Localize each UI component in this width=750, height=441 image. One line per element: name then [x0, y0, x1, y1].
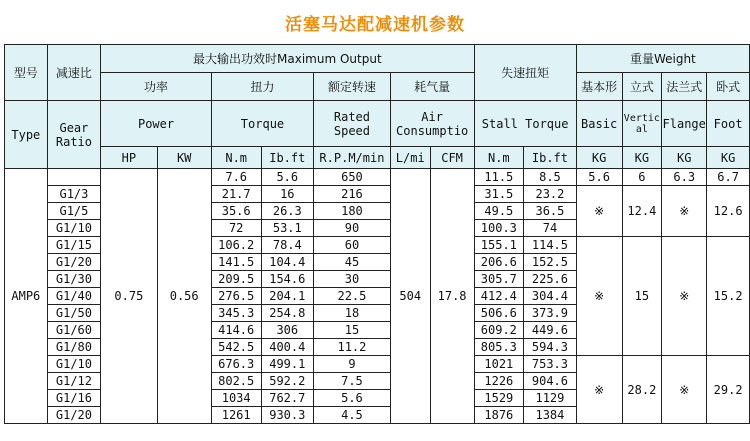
- unit-kg-foot: KG: [707, 147, 750, 169]
- weight-basic-cell: ※: [576, 237, 622, 356]
- stall-nm-cell: 1226: [474, 373, 524, 390]
- stall-nm-cell: 506.6: [474, 305, 524, 322]
- torque-lbft-cell: 26.3: [261, 203, 314, 220]
- stall-lbft-cell: 36.5: [524, 203, 577, 220]
- torque-nm-cell: 802.5: [211, 373, 261, 390]
- speed-rpm-cell: 11.2: [314, 339, 391, 356]
- unit-stall-lbft: Ib.ft: [524, 147, 577, 169]
- header-stall-en: Stall Torque: [474, 101, 576, 147]
- torque-nm-cell: 141.5: [211, 254, 261, 271]
- torque-nm-cell: 345.3: [211, 305, 261, 322]
- weight-flange-cell: ※: [662, 356, 707, 424]
- ratio-cell: G1/16: [47, 390, 101, 407]
- power-kw-cell: 0.56: [157, 169, 211, 424]
- header-flange-cn: 法兰式: [662, 73, 707, 101]
- speed-rpm-cell: 7.5: [314, 373, 391, 390]
- header-power-en: Power: [101, 101, 212, 147]
- header-weight: 重量Weight: [576, 45, 749, 73]
- unit-stall-nm: N.m: [474, 147, 524, 169]
- speed-rpm-cell: 90: [314, 220, 391, 237]
- stall-nm-cell: 100.3: [474, 220, 524, 237]
- unit-kg-basic: KG: [576, 147, 622, 169]
- speed-rpm-cell: 22.5: [314, 288, 391, 305]
- weight-basic-cell: 5.6: [576, 169, 622, 186]
- torque-nm-cell: 414.6: [211, 322, 261, 339]
- ratio-cell: G1/40: [47, 288, 101, 305]
- unit-nm: N.m: [211, 147, 261, 169]
- stall-lbft-cell: 449.6: [524, 322, 577, 339]
- stall-lbft-cell: 74: [524, 220, 577, 237]
- unit-kg-vertical: KG: [622, 147, 662, 169]
- stall-nm-cell: 11.5: [474, 169, 524, 186]
- ratio-cell: G1/3: [47, 186, 101, 203]
- header-foot-cn: 卧式: [707, 73, 750, 101]
- ratio-cell: G1/30: [47, 271, 101, 288]
- speed-rpm-cell: 5.6: [314, 390, 391, 407]
- stall-nm-cell: 49.5: [474, 203, 524, 220]
- unit-kg-flange: KG: [662, 147, 707, 169]
- torque-lbft-cell: 53.1: [261, 220, 314, 237]
- ratio-cell: G1/20: [47, 254, 101, 271]
- power-hp-cell: 0.75: [101, 169, 157, 424]
- header-basic-cn: 基本形: [576, 73, 622, 101]
- torque-lbft-cell: 930.3: [261, 407, 314, 424]
- header-basic-en: Basic: [576, 101, 622, 147]
- torque-lbft-cell: 5.6: [261, 169, 314, 186]
- torque-nm-cell: 7.6: [211, 169, 261, 186]
- model-cell: AMP6: [5, 169, 48, 424]
- weight-vertical-cell: 15: [622, 237, 662, 356]
- unit-kw: KW: [157, 147, 211, 169]
- weight-flange-cell: ※: [662, 237, 707, 356]
- ratio-cell: G1/10: [47, 356, 101, 373]
- air-cfm-cell: 17.8: [430, 169, 474, 424]
- stall-nm-cell: 1021: [474, 356, 524, 373]
- weight-foot-cell: 12.6: [707, 186, 750, 237]
- weight-basic-cell: ※: [576, 186, 622, 237]
- unit-hp: HP: [101, 147, 157, 169]
- unit-rpm: R.P.M/min: [314, 147, 391, 169]
- torque-lbft-cell: 400.4: [261, 339, 314, 356]
- speed-rpm-cell: 4.5: [314, 407, 391, 424]
- unit-cfm: CFM: [430, 147, 474, 169]
- header-ratio-cn: 减速比: [47, 45, 101, 101]
- ratio-cell: G1/5: [47, 203, 101, 220]
- weight-foot-cell: 15.2: [707, 237, 750, 356]
- stall-lbft-cell: 594.3: [524, 339, 577, 356]
- stall-lbft-cell: 225.6: [524, 271, 577, 288]
- torque-nm-cell: 676.3: [211, 356, 261, 373]
- torque-lbft-cell: 499.1: [261, 356, 314, 373]
- header-model-en: Type: [5, 101, 48, 169]
- header-flange-en: Flange: [662, 101, 707, 147]
- speed-rpm-cell: 15: [314, 322, 391, 339]
- header-speed-en: Rated Speed: [314, 101, 391, 147]
- header-torque-en: Torque: [211, 101, 313, 147]
- stall-nm-cell: 1529: [474, 390, 524, 407]
- stall-nm-cell: 206.6: [474, 254, 524, 271]
- stall-nm-cell: 305.7: [474, 271, 524, 288]
- torque-lbft-cell: 104.4: [261, 254, 314, 271]
- header-ratio-en: Gear Ratio: [47, 101, 101, 169]
- stall-lbft-cell: 373.9: [524, 305, 577, 322]
- speed-rpm-cell: 45: [314, 254, 391, 271]
- torque-nm-cell: 1261: [211, 407, 261, 424]
- page-title: 活塞马达配减速机参数: [285, 15, 465, 35]
- speed-rpm-cell: 60: [314, 237, 391, 254]
- weight-flange-cell: ※: [662, 186, 707, 237]
- ratio-cell: G1/12: [47, 373, 101, 390]
- stall-nm-cell: 609.2: [474, 322, 524, 339]
- stall-lbft-cell: 8.5: [524, 169, 577, 186]
- ratio-cell: G1/10: [47, 220, 101, 237]
- stall-lbft-cell: 152.5: [524, 254, 577, 271]
- weight-vertical-cell: 6: [622, 169, 662, 186]
- stall-nm-cell: 805.3: [474, 339, 524, 356]
- header-power-cn: 功率: [101, 73, 212, 101]
- header-speed-cn: 额定转速: [314, 73, 391, 101]
- torque-lbft-cell: 78.4: [261, 237, 314, 254]
- speed-rpm-cell: 18: [314, 305, 391, 322]
- speed-rpm-cell: 9: [314, 356, 391, 373]
- header-air-cn: 耗气量: [390, 73, 474, 101]
- header-vertical-cn: 立式: [622, 73, 662, 101]
- unit-lbft: Ib.ft: [261, 147, 314, 169]
- torque-nm-cell: 276.5: [211, 288, 261, 305]
- header-max-output: 最大输出功效时Maximum Output: [101, 45, 474, 73]
- spec-table: [4, 44, 750, 424]
- header-air-en: Air Consumptio: [390, 101, 474, 147]
- weight-foot-cell: 6.7: [707, 169, 750, 186]
- torque-nm-cell: 1034: [211, 390, 261, 407]
- ratio-cell: [47, 169, 101, 186]
- speed-rpm-cell: 216: [314, 186, 391, 203]
- header-vertical-en: Vertical: [622, 101, 662, 147]
- speed-rpm-cell: 650: [314, 169, 391, 186]
- stall-lbft-cell: 753.3: [524, 356, 577, 373]
- header-torque-cn: 扭力: [211, 73, 313, 101]
- stall-lbft-cell: 23.2: [524, 186, 577, 203]
- ratio-cell: G1/50: [47, 305, 101, 322]
- weight-foot-cell: 29.2: [707, 356, 750, 424]
- torque-lbft-cell: 762.7: [261, 390, 314, 407]
- ratio-cell: G1/60: [47, 322, 101, 339]
- weight-flange-cell: 6.3: [662, 169, 707, 186]
- weight-basic-cell: ※: [576, 356, 622, 424]
- torque-nm-cell: 35.6: [211, 203, 261, 220]
- stall-nm-cell: 31.5: [474, 186, 524, 203]
- torque-nm-cell: 209.5: [211, 271, 261, 288]
- weight-vertical-cell: 28.2: [622, 356, 662, 424]
- header-foot-en: Foot: [707, 101, 750, 147]
- stall-lbft-cell: 1384: [524, 407, 577, 424]
- torque-nm-cell: 106.2: [211, 237, 261, 254]
- torque-lbft-cell: 306: [261, 322, 314, 339]
- unit-lmin: L/mi: [390, 147, 430, 169]
- torque-nm-cell: 72: [211, 220, 261, 237]
- header-model-cn: 型号: [5, 45, 48, 101]
- header-stall-cn: 失速扭矩: [474, 45, 576, 101]
- speed-rpm-cell: 30: [314, 271, 391, 288]
- ratio-cell: G1/80: [47, 339, 101, 356]
- stall-lbft-cell: 1129: [524, 390, 577, 407]
- stall-nm-cell: 1876: [474, 407, 524, 424]
- torque-lbft-cell: 16: [261, 186, 314, 203]
- weight-vertical-cell: 12.4: [622, 186, 662, 237]
- stall-lbft-cell: 114.5: [524, 237, 577, 254]
- ratio-cell: G1/15: [47, 237, 101, 254]
- stall-lbft-cell: 304.4: [524, 288, 577, 305]
- ratio-cell: G1/20: [47, 407, 101, 424]
- torque-lbft-cell: 204.1: [261, 288, 314, 305]
- torque-lbft-cell: 254.8: [261, 305, 314, 322]
- stall-lbft-cell: 904.6: [524, 373, 577, 390]
- stall-nm-cell: 155.1: [474, 237, 524, 254]
- stall-nm-cell: 412.4: [474, 288, 524, 305]
- torque-nm-cell: 21.7: [211, 186, 261, 203]
- torque-lbft-cell: 154.6: [261, 271, 314, 288]
- speed-rpm-cell: 180: [314, 203, 391, 220]
- torque-nm-cell: 542.5: [211, 339, 261, 356]
- torque-lbft-cell: 592.2: [261, 373, 314, 390]
- air-lmin-cell: 504: [390, 169, 430, 424]
